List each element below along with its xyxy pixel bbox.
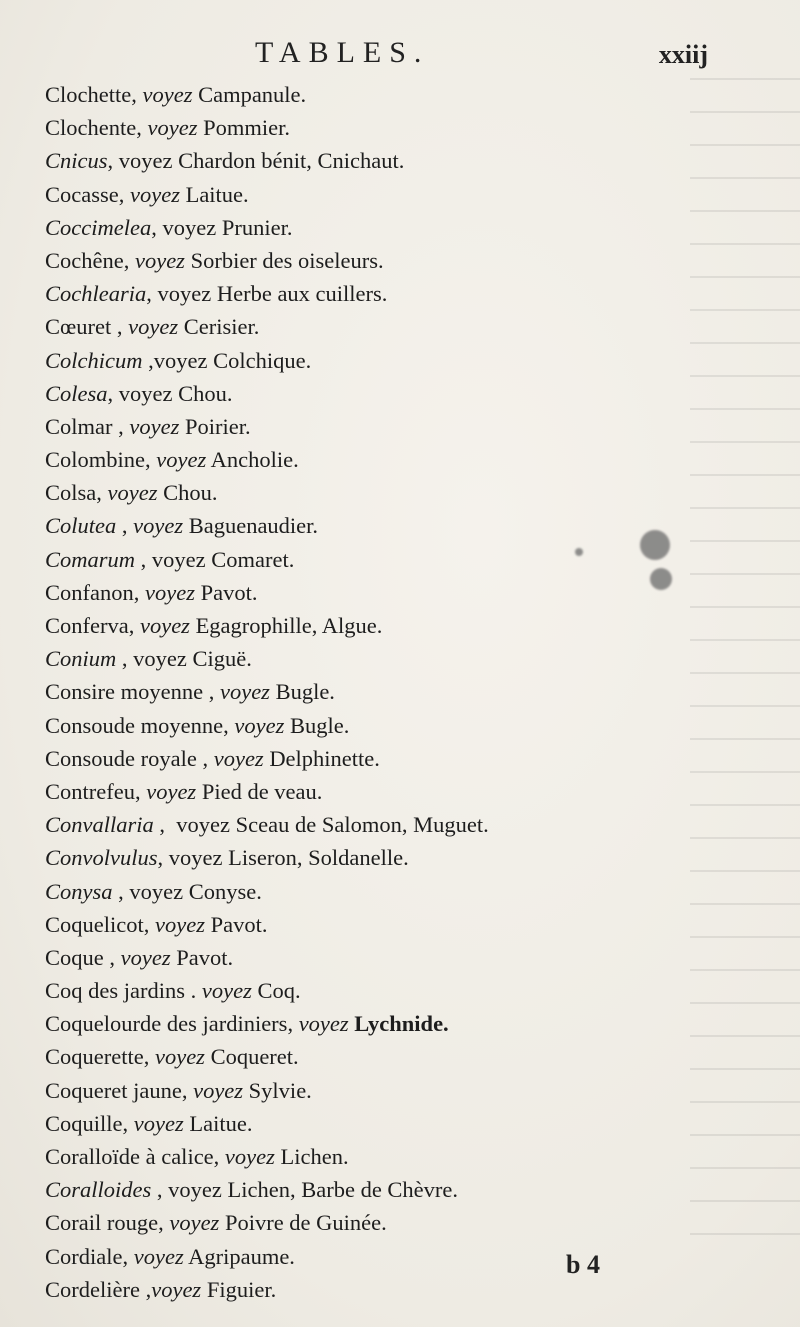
index-entry (45, 576, 765, 609)
entry-separator: , (139, 1276, 152, 1302)
index-entry (45, 941, 765, 974)
entry-separator: , (111, 314, 129, 340)
entry-reference: Comaret. (211, 546, 295, 572)
entry-separator: , (112, 878, 130, 904)
entry-separator: , (196, 745, 214, 771)
entry-reference: Egagrophille, Algue. (195, 613, 383, 638)
index-entry (45, 377, 765, 410)
entry-voyez: voyez (219, 679, 270, 705)
entry-voyez: voyez (107, 480, 158, 506)
entry-headword: Conferva (45, 613, 129, 638)
index-entry (45, 841, 765, 874)
entry-voyez: voyez (151, 546, 206, 572)
entry-reference: Poirier. (184, 413, 251, 439)
entry-reference: Pommier. (203, 115, 290, 141)
entry-voyez: voyez (145, 579, 195, 605)
entry-separator: , (122, 1110, 134, 1136)
index-entry (45, 1040, 765, 1073)
entry-reference: Ancholie. (210, 447, 299, 473)
entry-reference: Conyse. (188, 878, 262, 904)
index-entry-list (45, 78, 765, 1306)
index-entry (45, 709, 765, 742)
index-entry (45, 675, 765, 708)
entry-reference: Agripaume. (188, 1243, 295, 1269)
index-entry (45, 1007, 765, 1040)
entry-reference: Prunier. (221, 214, 293, 240)
entry-separator: , (136, 115, 148, 141)
index-entry (45, 775, 765, 808)
index-entry (45, 443, 765, 476)
entry-headword: Colchicum (45, 347, 143, 373)
index-entry (45, 211, 765, 244)
entry-separator: , (203, 679, 220, 705)
index-entry (45, 875, 765, 908)
entry-reference: Sceau de Salomon, Muguet. (235, 812, 489, 838)
entry-separator: , (145, 447, 157, 473)
entry-separator: . (185, 978, 202, 1004)
entry-voyez: voyez (234, 712, 285, 738)
entry-separator: , (118, 181, 130, 207)
entry-separator: , (133, 579, 145, 605)
index-entry (45, 609, 765, 642)
entry-reference: Ciguë. (192, 646, 252, 672)
entry-voyez: voyez (168, 1177, 222, 1203)
index-entry (45, 509, 765, 542)
entry-reference: Herbe aux cuillers. (216, 281, 388, 307)
entry-headword: Conysa (45, 878, 113, 904)
entry-headword: Clochette (45, 82, 132, 107)
entry-reference: Laitue. (185, 181, 249, 207)
entry-separator: , (116, 646, 134, 672)
entry-reference: Pavot. (210, 911, 268, 937)
entry-headword: Cœuret (45, 314, 112, 340)
entry-separator: , (213, 1144, 225, 1169)
entry-separator: , (128, 613, 140, 638)
entry-headword: Coralloides (45, 1177, 152, 1203)
entry-headword: Coralloïde à calice (45, 1144, 214, 1169)
entry-reference: Pavot. (200, 579, 258, 605)
entry-separator: , (107, 148, 119, 174)
entry-headword: Colmar (45, 413, 113, 439)
index-entry (45, 476, 765, 509)
index-entry (45, 543, 765, 576)
index-entry (45, 1173, 765, 1206)
entry-voyez: voyez (298, 1011, 349, 1037)
entry-headword: Cochlearia (45, 281, 147, 307)
entry-separator: , (116, 513, 134, 539)
entry-headword: Coccimelea (45, 214, 152, 240)
entry-separator: , (151, 214, 163, 240)
entry-voyez: voyez (133, 1110, 184, 1136)
index-entry (45, 1273, 765, 1306)
entry-reference: Sylvie. (248, 1077, 312, 1103)
entry-voyez: voyez (154, 1044, 205, 1070)
entry-headword: Convolvulus (45, 845, 158, 871)
entry-reference: Coq. (257, 978, 301, 1004)
entry-separator: , (153, 812, 177, 838)
entry-voyez: voyez (168, 845, 223, 871)
entry-headword: Consire moyenne (45, 679, 204, 705)
entry-headword: Cordelière (45, 1276, 140, 1302)
index-entry (45, 974, 765, 1007)
entry-reference: Lichen, Barbe de Chèvre. (227, 1177, 459, 1203)
entry-headword: Consoude moyenne (45, 712, 224, 738)
entry-separator: , (143, 1044, 155, 1070)
entry-reference: Campanule. (198, 82, 307, 107)
entry-reference: Sorbier des oiseleurs. (190, 247, 384, 273)
entry-separator: , (143, 911, 155, 937)
entry-voyez: voyez (133, 1243, 184, 1269)
entry-reference: Laitue. (189, 1110, 253, 1136)
index-entry (45, 642, 765, 675)
running-title: TABLES. (255, 36, 430, 69)
entry-separator: , (134, 778, 147, 804)
entry-voyez: voyez (153, 347, 208, 373)
entry-voyez: voyez (147, 115, 198, 141)
entry-voyez: voyez (118, 380, 173, 406)
entry-reference: Chou. (178, 380, 233, 406)
entry-headword: Confanon (45, 579, 134, 605)
entry-headword: Coque (45, 944, 104, 970)
entry-voyez: voyez (169, 1210, 220, 1236)
entry-voyez: voyez (133, 646, 187, 672)
entry-voyez: voyez (162, 214, 217, 240)
entry-reference: Chou. (163, 480, 218, 506)
index-entry (45, 244, 765, 277)
entry-headword: Cnicus (45, 148, 108, 174)
entry-headword: Coquille (45, 1110, 123, 1136)
entry-headword: Cocasse (45, 181, 119, 207)
entry-reference: Colchique. (213, 347, 312, 373)
entry-reference: Chardon bénit, Cnichaut. (178, 148, 405, 174)
entry-headword: Coquerette (45, 1044, 144, 1070)
entry-separator: , (158, 1210, 170, 1236)
entry-voyez: voyez (224, 1144, 275, 1169)
entry-reference: Cerisier. (183, 314, 260, 340)
entry-headword: Conium (45, 646, 117, 672)
entry-headword: Colsa (45, 480, 97, 506)
entry-separator: , (123, 247, 135, 273)
entry-headword: Coquelourde des jardiniers (45, 1011, 288, 1037)
index-entry (45, 1206, 765, 1239)
index-entry (45, 310, 765, 343)
entry-reference: Lychnide. (354, 1011, 449, 1037)
entry-reference: Bugle. (289, 712, 350, 738)
index-entry (45, 410, 765, 443)
entry-headword: Colutea (45, 513, 117, 539)
entry-separator: , (112, 413, 130, 439)
index-entry (45, 1074, 765, 1107)
entry-headword: Coqueret jaune (45, 1077, 182, 1103)
entry-separator: , (96, 480, 108, 506)
entry-reference: Lichen. (280, 1144, 349, 1169)
entry-headword: Convallaria (45, 812, 154, 838)
entry-reference: Liseron, Soldanelle. (228, 845, 409, 871)
index-entry (45, 1240, 765, 1273)
entry-voyez: voyez (120, 944, 171, 970)
entry-separator: , (142, 347, 154, 373)
index-entry (45, 111, 765, 144)
entry-separator: , (157, 845, 169, 871)
entry-separator: , (146, 281, 158, 307)
index-entry (45, 742, 765, 775)
entry-voyez: voyez (193, 1077, 244, 1103)
index-entry (45, 1140, 765, 1173)
entry-voyez: voyez (201, 978, 252, 1004)
entry-voyez: voyez (142, 82, 193, 107)
entry-voyez: voyez (129, 181, 180, 207)
entry-voyez: voyez (134, 247, 185, 273)
entry-separator: , (103, 944, 121, 970)
entry-voyez: voyez (213, 745, 264, 771)
entry-reference: Pavot. (176, 944, 234, 970)
entry-voyez: voyez (133, 513, 184, 539)
index-entry (45, 808, 765, 841)
entry-headword: Consoude royale (45, 745, 197, 771)
page-number: xxiij (658, 40, 708, 69)
entry-reference: Pied de veau. (201, 778, 323, 804)
page-header (0, 28, 800, 78)
index-entry (45, 277, 765, 310)
index-entry (45, 1107, 765, 1140)
entry-voyez: voyez (129, 878, 184, 904)
entry-headword: Colesa (45, 380, 108, 406)
entry-headword: Comarum (45, 546, 136, 572)
entry-headword: Coquelicot (45, 911, 144, 937)
entry-separator: , (122, 1243, 134, 1269)
index-entry (45, 344, 765, 377)
index-entry (45, 178, 765, 211)
entry-reference: Baguenaudier. (188, 513, 319, 539)
entry-headword: Coq des jardins (45, 978, 185, 1004)
entry-separator: , (151, 1177, 169, 1203)
entry-headword: Corail rouge (45, 1210, 159, 1236)
entry-voyez: voyez (139, 613, 190, 638)
entry-headword: Cochêne (45, 247, 124, 273)
entry-voyez: voyez (176, 812, 230, 838)
entry-separator: , (131, 82, 143, 107)
index-entry (45, 908, 765, 941)
entry-headword: Cordiale (45, 1243, 123, 1269)
entry-voyez: voyez (154, 911, 205, 937)
entry-separator: , (223, 712, 235, 738)
entry-headword: Clochente (45, 115, 137, 141)
entry-voyez: voyez (151, 1276, 202, 1302)
entry-separator: , (107, 380, 119, 406)
entry-reference: Figuier. (206, 1276, 277, 1302)
index-entry (45, 78, 765, 111)
entry-reference: Delphinette. (269, 745, 380, 771)
entry-separator: , (135, 546, 152, 572)
entry-voyez: voyez (156, 447, 207, 473)
entry-reference: Coqueret. (210, 1044, 299, 1070)
entry-reference: Bugle. (275, 679, 335, 705)
entry-voyez: voyez (157, 281, 212, 307)
entry-headword: Contrefeu (45, 778, 135, 804)
entry-separator: , (181, 1077, 194, 1103)
entry-voyez: voyez (118, 148, 173, 174)
index-entry (45, 144, 765, 177)
entry-reference: Poivre de Guinée. (224, 1210, 387, 1236)
entry-separator: , (287, 1011, 299, 1037)
entry-voyez: voyez (129, 413, 180, 439)
entry-voyez: voyez (146, 778, 197, 804)
signature-mark: b 4 (566, 1250, 600, 1279)
entry-headword: Colombine (45, 447, 145, 473)
entry-voyez: voyez (128, 314, 179, 340)
